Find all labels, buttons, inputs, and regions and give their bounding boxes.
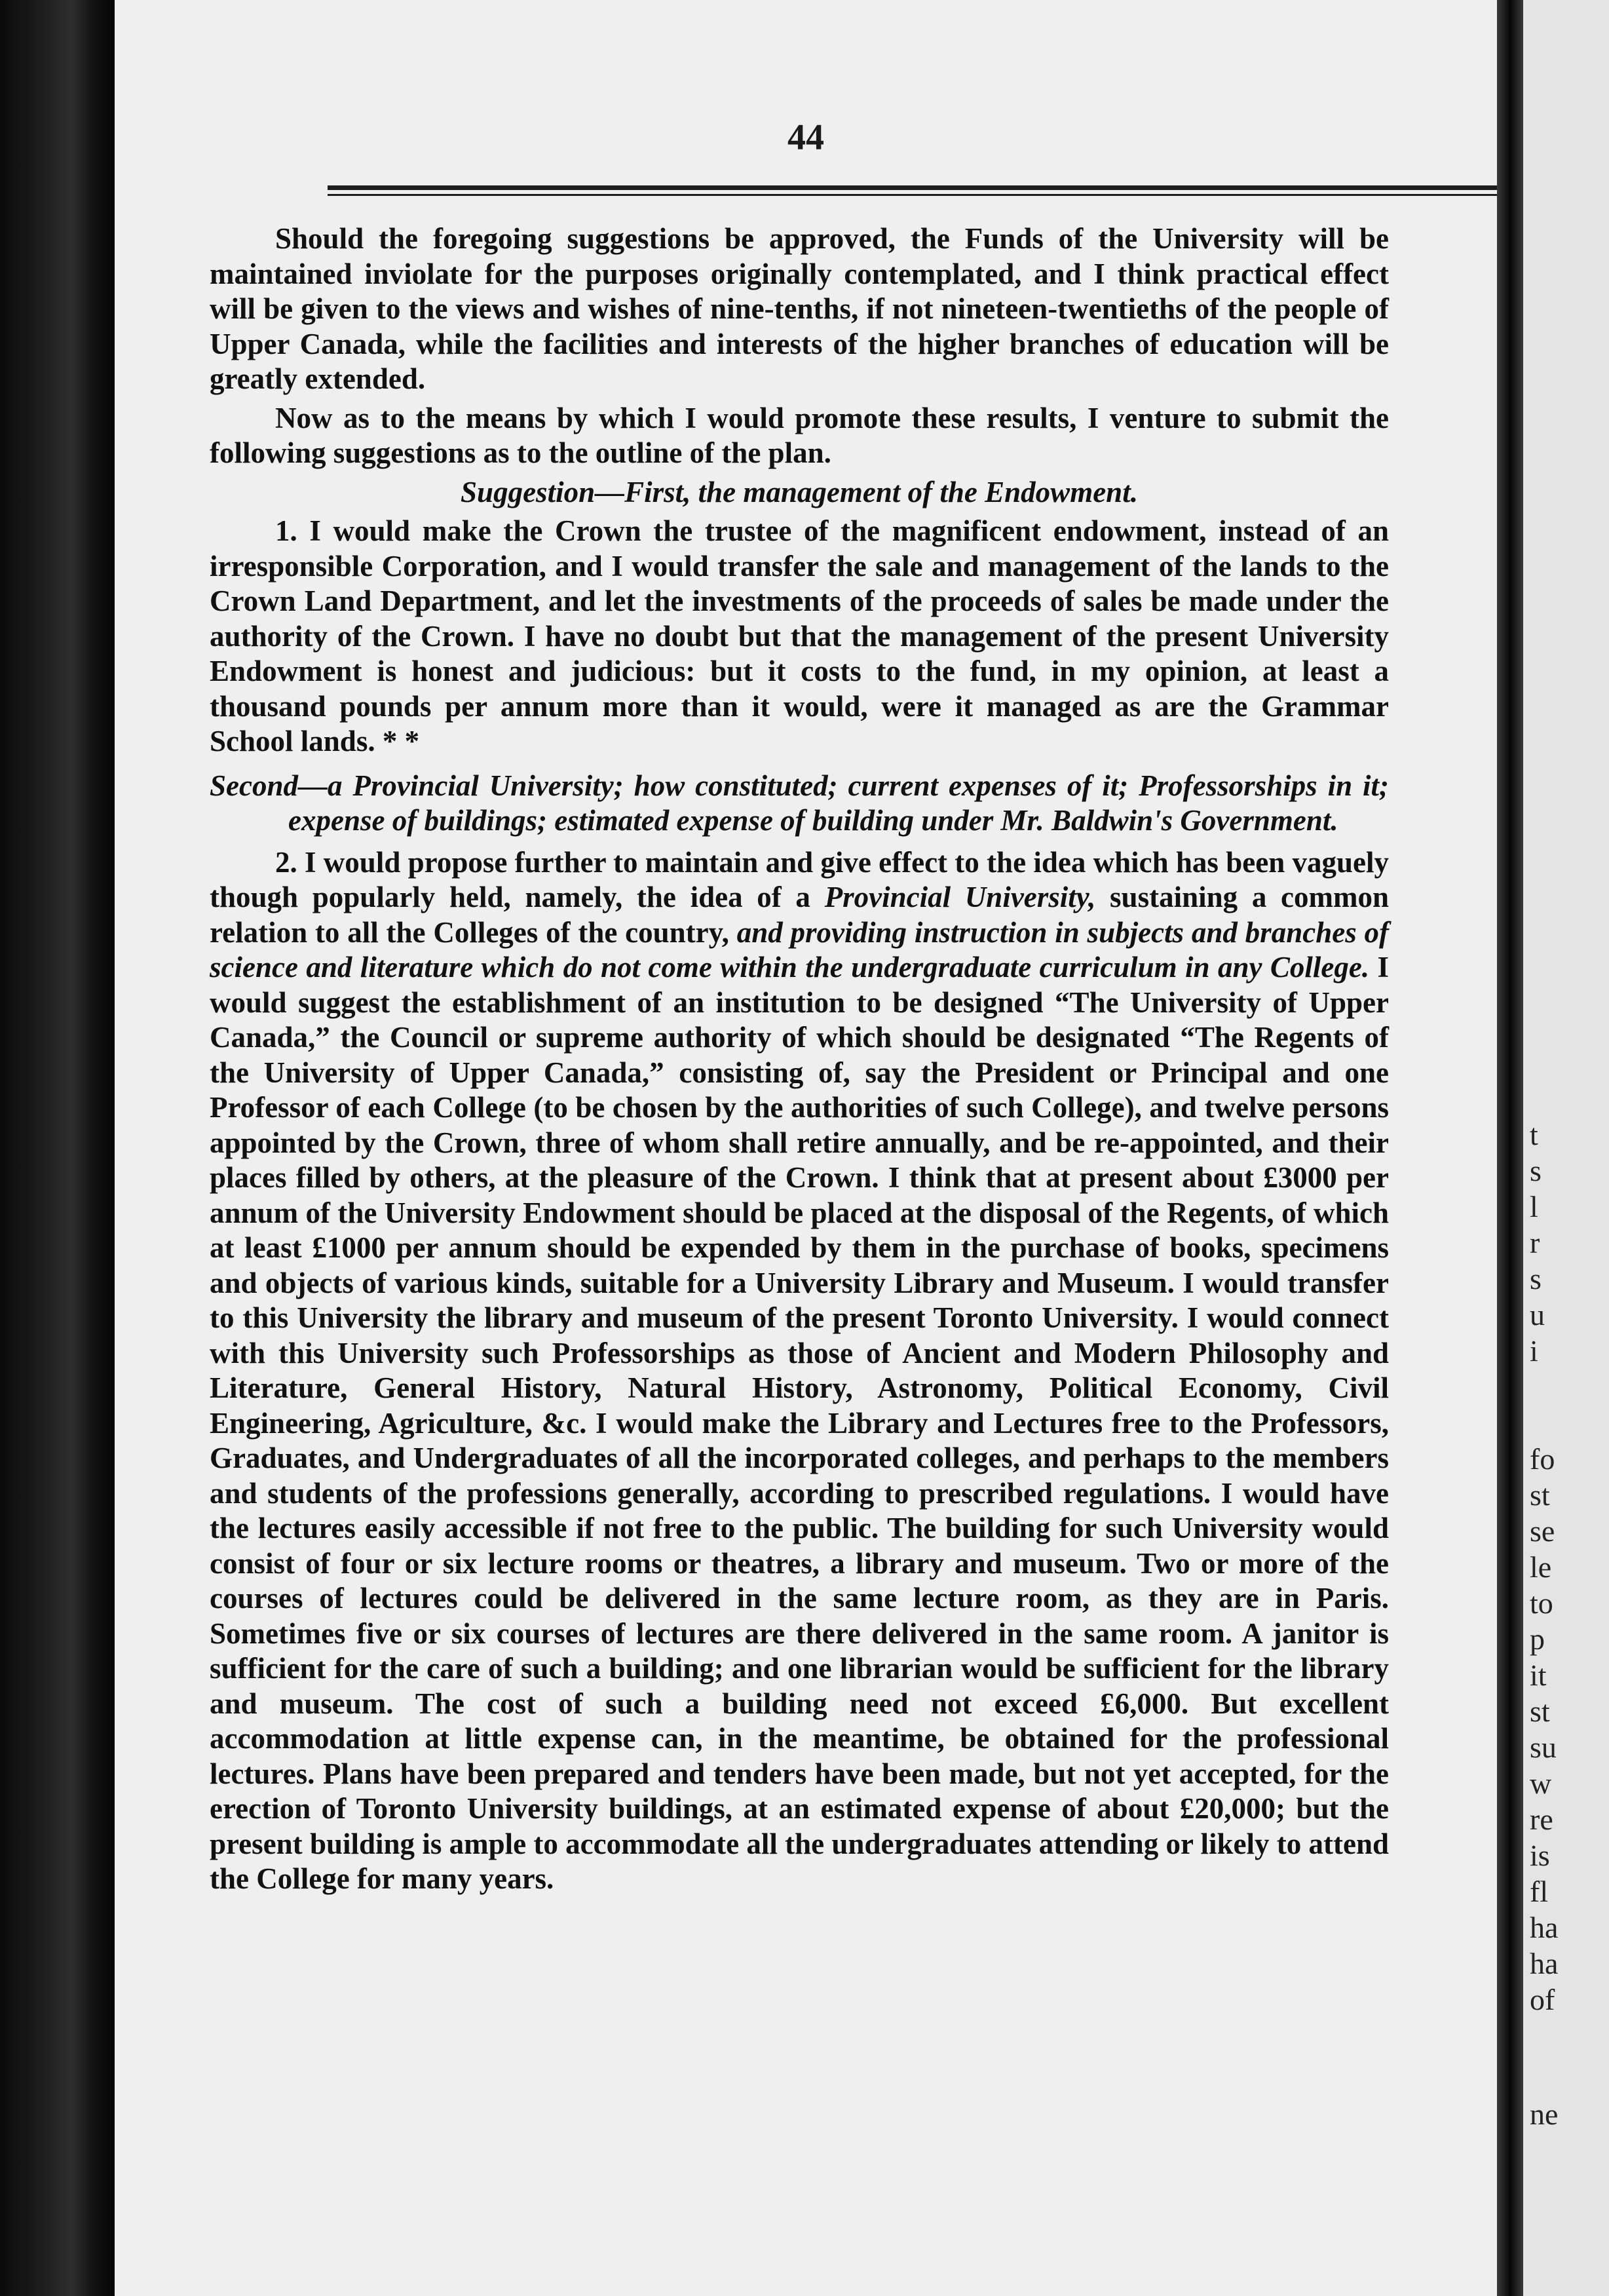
next-page-fragment: s [1530,1262,1542,1295]
paragraph-provincial-university [210,845,1389,1897]
next-page-fragment: r [1530,1226,1540,1259]
next-page-fragment: ne [1530,2097,1559,2131]
paragraph-means: Now as to the means by which I would promote these results, I venture to submit the following suggestions as to the outline of the plan. [210,401,1389,469]
adjacent-page-edge [1523,0,1609,2296]
next-page-fragment: to [1530,1586,1553,1620]
next-page-fragment: p [1530,1622,1545,1656]
section-heading-second [210,769,1389,839]
next-page-fragment: of [1530,1983,1555,2016]
next-page-fragment: is [1530,1839,1550,1872]
next-page-fragment: i [1530,1334,1538,1368]
header-rule-thick [328,185,1507,190]
section-heading-first: Suggestion—First, the management of the Endowment. [461,475,1138,508]
paragraph-funds: Should the foregoing suggestions be approved, the Funds of the University will be maintained inviolate for the purposes originally contemplated, and I think practical effect will be given to the views and wishes of nine-tenths, if not nineteen-twentieths of the people of Upper Canada, while the facilities and interests of the higher branches of education will be greatly extended. [210,222,1389,395]
next-page-fragment: st [1530,1694,1550,1728]
next-page-fragment: s [1530,1154,1542,1187]
next-page-fragment: st [1530,1478,1550,1512]
p4-part-a: 2. I would propose further to maintain and give effect to the idea which has been vaguely though popularly held, namely, the idea of a [210,845,1389,913]
page-number: 44 [787,117,824,158]
section-heading-second-rest: how constituted; current expenses of it; Professorships in it; expense of buildings; estimated expense of building under Mr. Baldwin's Government. [288,769,1389,837]
next-page-fragment: fl [1530,1875,1549,1908]
next-page-fragment: ha [1530,1911,1559,1944]
p4-part-b: sustaining a common relation to all the Colleges of the country, [210,881,1389,949]
paragraph-crown-trustee: 1. I would make the Crown the trustee of the magnificent endowment, instead of an irresponsible Corporation, and I would transfer the sale and management of the lands to the Crown Land Department, and let the investments of the proceeds of sales be made under the authority of the Crown. I have no doubt but that the management of the present University Endowment is honest and judicious: but it costs to the fund, in my opinion, at least a thousand pounds per annum more than it would, were it managed as are the Grammar School lands. * * [210,514,1389,757]
next-page-fragment: re [1530,1803,1553,1836]
next-page-fragment: w [1530,1767,1552,1800]
next-page-fragment: u [1530,1298,1545,1331]
page-gutter [1497,0,1523,2296]
header-rule-thin [328,194,1507,196]
next-page-fragment: le [1530,1550,1552,1584]
next-page-fragment: fo [1530,1442,1555,1476]
book-binding-edge [0,0,115,2296]
next-page-fragment: t [1530,1118,1538,1151]
next-page-fragment: l [1530,1190,1538,1223]
next-page-fragment: ha [1530,1947,1559,1980]
body-text [210,221,1389,1901]
next-page-fragment: su [1530,1731,1557,1764]
next-page-fragment: se [1530,1514,1555,1548]
next-page-fragment: it [1530,1658,1547,1692]
p4-emphasis-1: Provincial University, [824,881,1096,913]
p4-emphasis-2: and providing instruction in subjects and branches of science and literature which do not come within the undergraduate curriculum in any College. [210,915,1389,984]
p4-part-c: I would suggest the establishment of an institution to be designed “The University of Upper Canada,” the Council or supreme authority of which should be designated “The Regents of the University of Upper Canada,” consisting of, say the President or Principal and one Professor of each College (to be chosen by the authorities of such College), and twelve persons appointed by the Crown, three of whom shall retire annually, and be re-appointed, and their places filled by others, at the pleasure of the Crown. I think that at present about £3000 per annum of the University Endowment should be placed at the disposal of the Regents, of which at least £1000 per annum should be expended by them in the purchase of books, specimens and objects of various kinds, suitable for a University Library and Museum. I would transfer to this University the library and museum of the present Toronto University. I would connect with this University such Professorships as those of Ancient and Modern Philosophy and Literature, General History, Natural History, Astronomy, Political Economy, Civil Engineering, Agriculture, &c. I would make the Library and Lectures free to the Professors, Graduates, and Undergraduates of all the incorporated colleges, and perhaps to the members and students of the professions generally, according to prescribed regulations. I would have the lectures easily accessible if not free to the public. The building for such University would consist of four or six lecture rooms or theatres, a library and museum. Two or more of the courses of lectures could be delivered in the same lecture room, as they are in Paris. Sometimes five or six courses of lectures are there delivered in the same room. A janitor is sufficient for the care of such a building; and one librarian would be sufficient for the library and museum. The cost of such a building need not exceed £6,000. But excellent accommodation at little expense can, in the meantime, be obtained for the professional lectures. Plans have been prepared and tenders have been made, but not yet accepted, for the erection of Toronto University buildings, at an estimated expense of about £20,000; but the present building is ample to accommodate all the undergraduates attending or likely to attend the College for many years. [210,951,1389,1895]
section-heading-second-lead: Second—a Provincial University; [210,769,624,802]
